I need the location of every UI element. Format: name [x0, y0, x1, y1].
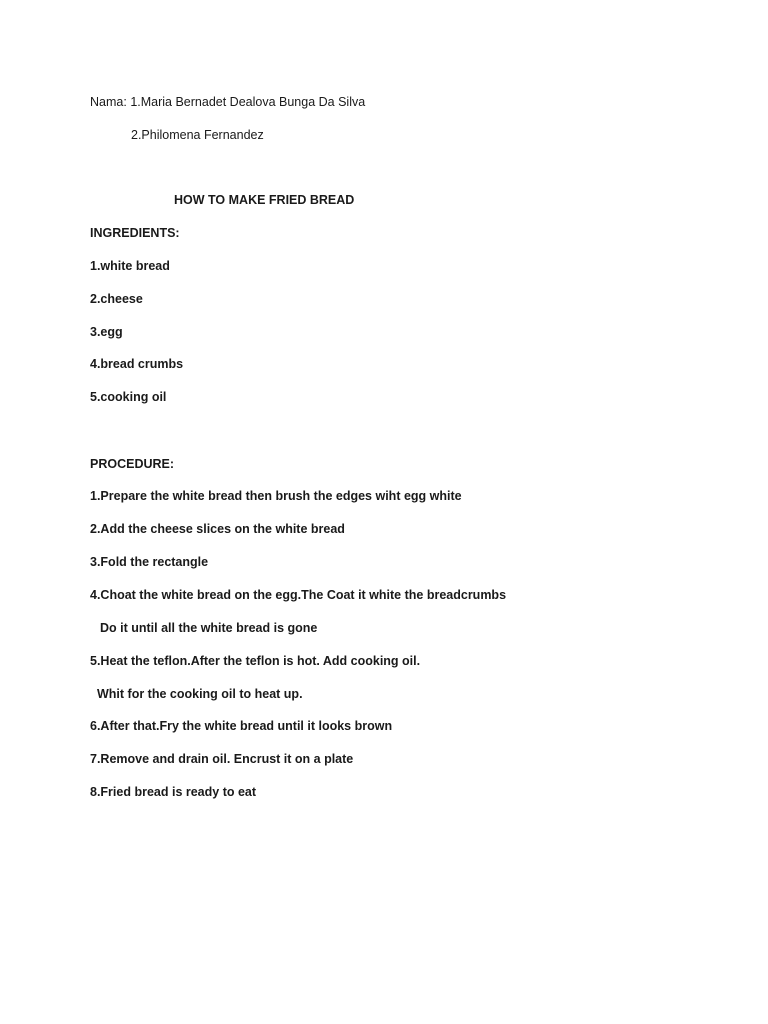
ingredients-heading: INGREDIENTS:: [90, 226, 180, 240]
procedure-step: 2.Add the cheese slices on the white bread: [90, 522, 345, 536]
author-line-1: [90, 94, 365, 110]
ingredient-item: 4.bread crumbs: [90, 357, 184, 371]
ingredient-item: 3.egg: [90, 325, 123, 339]
procedure-heading: PROCEDURE:: [90, 457, 175, 471]
procedure-step: 1.Prepare the white bread then brush the edges wiht egg white: [90, 489, 462, 503]
document-title: HOW TO MAKE FRIED BREAD: [174, 193, 355, 207]
procedure-step-continuation: Whit for the cooking oil to heat up.: [97, 687, 303, 701]
ingredient-item: 5.cooking oil: [90, 390, 167, 404]
procedure-step: 6.After that.Fry the white bread until it looks brown: [90, 719, 393, 733]
author-name-2: 2.Philomena Fernandez: [131, 128, 264, 142]
procedure-step: 8.Fried bread is ready to eat: [90, 785, 257, 799]
procedure-step: 4.Choat the white bread on the egg.The Coat it white the breadcrumbs: [90, 588, 507, 602]
ingredient-item: 2.cheese: [90, 292, 143, 306]
author-name-1: 1.Maria Bernadet Dealova Bunga Da Silva: [130, 95, 366, 109]
procedure-step: 7.Remove and drain oil. Encrust it on a plate: [90, 752, 354, 766]
procedure-step: 5.Heat the teflon.After the teflon is hot. Add cooking oil.: [90, 654, 421, 668]
nama-label: Nama:: [90, 95, 127, 109]
procedure-step: 3.Fold the rectangle: [90, 555, 209, 569]
procedure-step-continuation: Do it until all the white bread is gone: [100, 621, 318, 635]
ingredient-item: 1.white bread: [90, 259, 170, 273]
